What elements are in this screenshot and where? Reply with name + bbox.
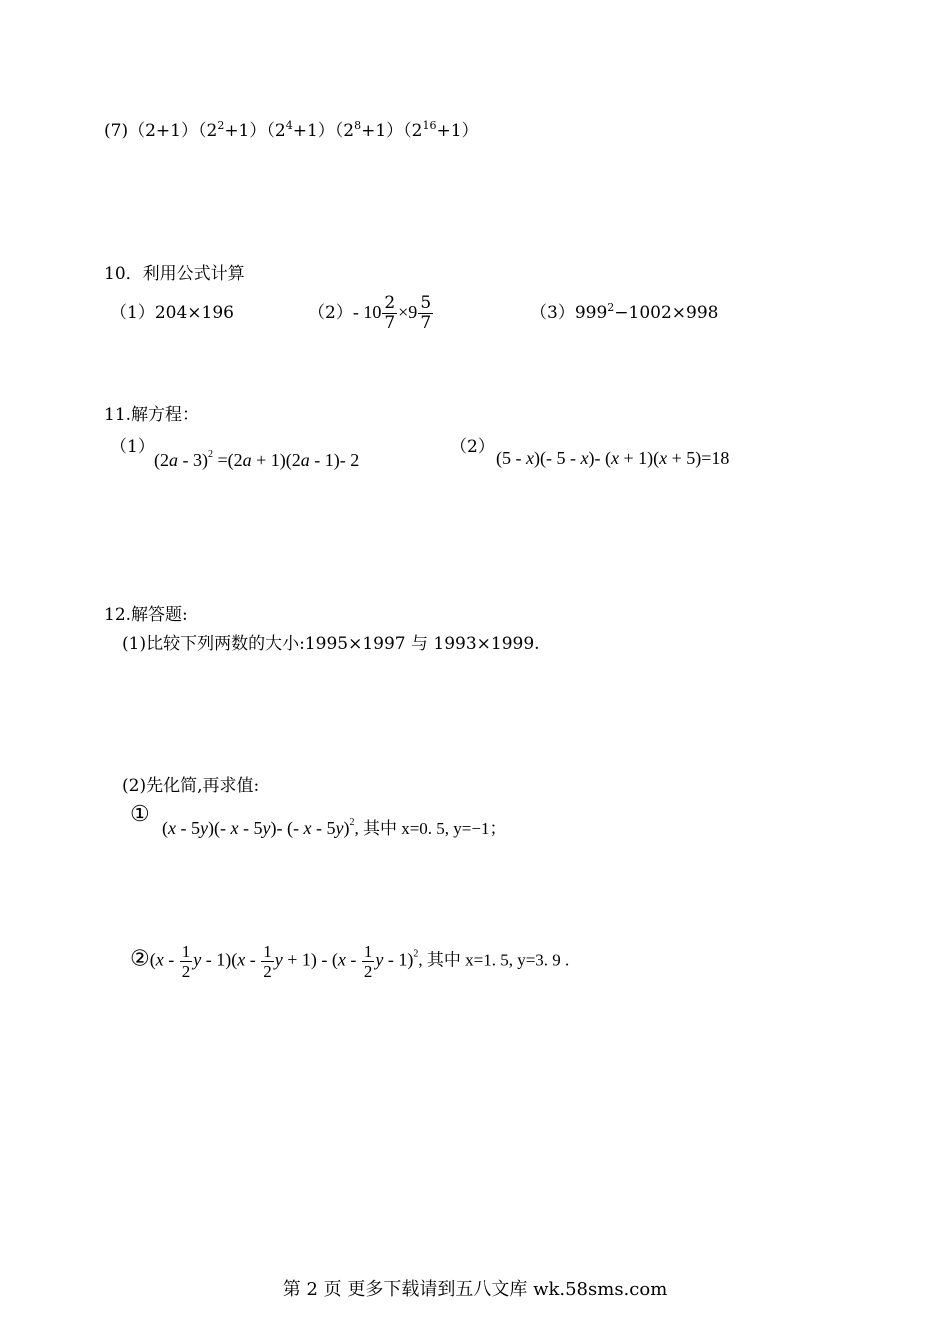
q12-sub-1-marker: ① <box>130 802 150 827</box>
q10-fraction-2 <box>418 294 433 333</box>
q12-e1-var-x2: x <box>230 818 239 838</box>
q11-eq1-part-b: - 3) <box>178 450 208 470</box>
q7-label: (7) <box>104 121 129 141</box>
q11-eq2-part-c: )- ( <box>588 448 611 468</box>
q7-factor-4-exp: 8 <box>354 119 362 132</box>
q12-e1-exp: 2 <box>349 817 355 828</box>
q12-e2-fraction-3 <box>362 942 375 981</box>
q11-part-2-label: （2） <box>450 437 495 457</box>
q11-eq1-rhs-b: + 1)(2 <box>251 450 301 470</box>
q12-e2-exp: 2 <box>413 948 419 960</box>
q10-part-1: （1）204×196 <box>110 303 234 323</box>
q12-e2-var-x3: x <box>337 949 346 970</box>
q11-eq2-part-d: + 1)( <box>618 448 660 468</box>
q12-e1-part-b: - 5 <box>176 818 200 838</box>
q11-eq1-exp: 2 <box>208 449 213 460</box>
q10-fraction-1-denominator: 7 <box>384 313 396 333</box>
q10-part-2-times: ×9 <box>398 302 418 322</box>
q12-e2-var-x1: x <box>155 949 164 970</box>
q11-eq1-rhs-c: - 1)- 2 <box>309 450 360 470</box>
q12-e2-fraction-3-numerator: 1 <box>363 942 373 961</box>
q10-fraction-2-numerator: 5 <box>420 293 432 313</box>
q12-e2-var-y1: y <box>193 949 202 970</box>
q11-eq1-var-c: a <box>300 450 310 470</box>
page-footer: 第 2 页 更多下载请到五八文库 wk.58sms.com <box>282 1279 668 1300</box>
q12-e1-var-x1: x <box>168 818 176 838</box>
q10-part-3-rest: −1002×998 <box>614 303 719 323</box>
q10-part-2 <box>308 294 434 333</box>
q11-equation-2 <box>496 448 729 468</box>
q12-e2-fraction-1 <box>180 942 193 981</box>
q11-title: 11.解方程： <box>104 405 200 425</box>
q12-e2-var-x2: x <box>237 949 246 970</box>
q12-expression-2 <box>130 942 569 981</box>
q7-factor-3-exp: 4 <box>285 119 293 132</box>
q12-e2-fraction-1-numerator: 1 <box>181 942 191 961</box>
q12-e1-part-a: ( <box>162 818 168 838</box>
q12-sub-2-marker: ② <box>130 945 150 971</box>
q12-e1-var-x3: x <box>303 818 312 838</box>
q7-factor-2-base: （2 <box>197 121 218 141</box>
q10-fraction-1-numerator: 2 <box>384 293 396 313</box>
q7-factor-4-base: （2 <box>334 121 355 141</box>
q12-e2-var-y3: y <box>375 949 384 970</box>
q12-e2-part-b: - <box>163 949 179 970</box>
q11-part-1-label: （1） <box>110 437 155 457</box>
q12-e1-part-g: ) <box>343 818 350 838</box>
q12-e2-fraction-3-denominator: 2 <box>363 962 373 981</box>
q12-e2-part-a: ( <box>149 949 156 970</box>
q12-part-2-title: (2)先化简,再求值: <box>122 776 260 796</box>
q7-factor-3-close: +1） <box>292 121 335 141</box>
q12-e2-fraction-2 <box>261 942 274 981</box>
q11-eq2-var-3: x <box>610 448 619 468</box>
q7-factor-3-base: （2 <box>266 121 286 141</box>
q12-e2-part-e: + 1) - ( <box>282 949 338 970</box>
q10-part-2-whole: - 10 <box>352 302 382 322</box>
q12-title: 12.解答题: <box>104 605 188 625</box>
q12-e1-var-y1: y <box>200 818 208 838</box>
question-7 <box>104 121 479 141</box>
q10-fraction-1 <box>382 294 397 333</box>
q12-e2-part-g: - 1) <box>383 949 414 970</box>
q10-title: 10．利用公式计算 <box>104 264 245 284</box>
q11-eq1-rhs-a: =(2 <box>213 450 243 470</box>
q11-eq2-part-e: + 5) <box>667 448 702 468</box>
q11-eq2-rhs: =18 <box>701 448 730 468</box>
q10-part-2-label: （2） <box>308 303 353 323</box>
q11-eq2-var-2: x <box>580 448 589 468</box>
q12-e1-part-f: - 5 <box>311 818 336 838</box>
q11-eq1-var-b: a <box>242 450 252 470</box>
q12-e2-fraction-1-denominator: 2 <box>181 962 191 981</box>
q12-e2-fraction-2-numerator: 1 <box>263 942 272 961</box>
q11-equation-1 <box>154 450 359 470</box>
q7-factor-5-close: +1） <box>436 121 479 141</box>
q11-eq1-part-a: (2 <box>154 450 169 470</box>
q7-factor-5-exp: 16 <box>422 119 437 132</box>
q7-factor-1: （2+1） <box>128 121 198 141</box>
q12-part-1: (1)比较下列两数的大小:1995×1997 与 1993×1999. <box>122 634 540 654</box>
q12-e2-part-c: - 1)( <box>201 949 238 970</box>
q12-e1-condition: , 其中 x=0. 5, y=−1； <box>354 819 507 838</box>
q12-e1-part-d: - 5 <box>238 818 263 838</box>
q12-e1-var-y2: y <box>262 818 271 838</box>
q11-eq1-var-a: a <box>169 450 178 470</box>
q10-part-3 <box>530 303 718 323</box>
q11-eq2-var-1: x <box>526 448 534 468</box>
q12-e2-var-y2: y <box>274 949 283 970</box>
q12-e2-part-f: - <box>345 949 361 970</box>
q12-e2-fraction-2-denominator: 2 <box>263 962 272 981</box>
q7-factor-2-exp: 2 <box>217 119 225 132</box>
q11-eq2-part-a: (5 - <box>496 448 526 468</box>
q7-factor-4-close: +1） <box>361 121 404 141</box>
q12-expression-1 <box>162 818 506 839</box>
q12-e1-part-c: )(- <box>208 818 231 838</box>
q10-part-3-base: （3）999 <box>530 303 608 323</box>
q10-part-3-exp: 2 <box>607 301 615 314</box>
q7-factor-5-base: （2 <box>403 121 423 141</box>
q11-eq2-var-4: x <box>659 448 668 468</box>
q10-fraction-2-denominator: 7 <box>420 313 432 333</box>
q11-eq2-part-b: )(- 5 - <box>534 448 581 468</box>
q12-e1-part-e: )- (- <box>270 818 304 838</box>
q12-e1-var-y3: y <box>335 818 344 838</box>
q7-factor-2-close: +1） <box>224 121 267 141</box>
q12-e2-part-d: - <box>245 949 261 970</box>
q12-e2-condition: , 其中 x=1. 5, y=3. 9 . <box>418 950 570 970</box>
